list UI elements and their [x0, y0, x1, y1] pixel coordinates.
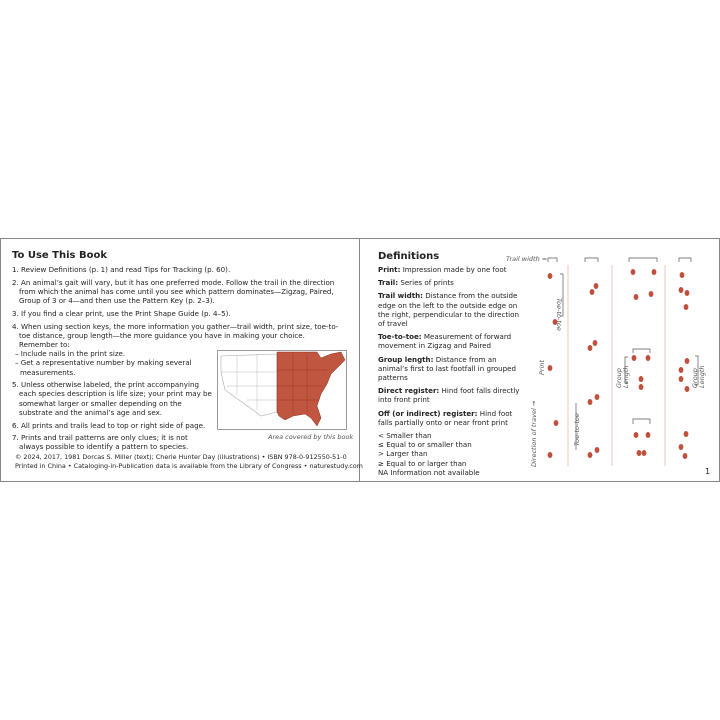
symbol-na: NA Information not available: [378, 467, 480, 477]
footprint-dot: [590, 289, 595, 295]
footprint-dot: [652, 269, 657, 275]
footprint-dot: [685, 358, 690, 364]
printing-line: Printed in China • Cataloging-in-Publication data is available from the Library of Congress • naturestudy.com: [15, 462, 363, 470]
footprint-dot: [679, 287, 684, 293]
symbol-lt: < Smaller than: [378, 431, 432, 441]
print-label: Print: [538, 359, 546, 375]
instruction-5: 5. Unless otherwise labeled, the print accompanying each species description is life size; your print may be somewhat larger or smaller depending on the substrate and the animal’s age and sex.: [12, 380, 212, 417]
footprint-dot: [646, 355, 651, 361]
footprint-dot: [680, 272, 685, 278]
toe-to-toe-label-1: Toe-to-toe: [555, 298, 563, 331]
footprint-dot: [642, 450, 647, 456]
footprint-dot: [632, 355, 637, 361]
footprint-dot: [595, 447, 600, 453]
instruction-1: 1. Review Definitions (p. 1) and read Tips for Tracking (p. 60).: [12, 265, 231, 274]
footprint-dot: [639, 384, 644, 390]
footprint-dot: [685, 386, 690, 392]
footprint-dot: [593, 340, 598, 346]
footprint-dot: [679, 376, 684, 382]
instruction-2: 2. An animal’s gait will vary, but it has one preferred mode. Follow the trail in the direction from which the animal has come until you see which pattern dominates—Zigzag, Paired, Group of 3 or 4—and then use the Pattern Key (p. 2–3).: [12, 277, 335, 306]
left-title: To Use This Book: [12, 250, 107, 261]
subitem-2: – Get a representative number by making several measurements.: [15, 358, 192, 377]
def-print: Print: Impression made by one foot: [378, 265, 507, 274]
def-toe-to-toe: Toe-to-toe: Measurement of forward movement in Zigzag and Paired: [378, 332, 512, 351]
def-direct-register: Direct register: Hind foot falls directly into front print: [378, 386, 520, 405]
footprint-dot: [637, 450, 642, 456]
map-caption: Area covered by this book: [268, 433, 354, 441]
footprint-dot: [646, 432, 651, 438]
instruction-7: 7. Prints and trail patterns are only clues; it is not always possible to identify a pattern to species.: [12, 433, 189, 452]
symbol-gt: > Larger than: [378, 449, 428, 459]
def-trail-width: Trail width: Distance from the outside edge on the left to the outside edge on the right, perpendicular to the direction of travel: [378, 291, 519, 329]
footprint-dot: [588, 399, 593, 405]
footprint-dot: [595, 394, 600, 400]
footprint-dot: [634, 294, 639, 300]
subitem-1: – Include nails in the print size.: [15, 349, 126, 359]
def-group-length: Group length: Distance from an animal’s first to last footfall in grouped patterns: [378, 354, 516, 383]
footprint-dot: [588, 452, 593, 458]
footprint-dot: [548, 273, 553, 279]
footprint-dot: [679, 444, 684, 450]
footprint-dot: [631, 269, 636, 275]
instruction-3: 3. If you find a clear print, use the Print Shape Guide (p. 4–5).: [12, 308, 231, 318]
footprint-dot: [679, 367, 684, 373]
footprint-dot: [588, 345, 593, 351]
footprint-dot: [634, 432, 639, 438]
instruction-6: 6. All prints and trails lead to top or right side of page.: [12, 420, 206, 430]
footprint-dot: [649, 291, 654, 297]
footprint-dot: [548, 365, 553, 371]
footprint-dot: [639, 376, 644, 382]
def-off-register: Off (or indirect) register: Hind foot falls partially onto or near front print: [378, 408, 513, 427]
footprint-dot: [684, 304, 689, 310]
symbol-ge: ≥ Equal to or larger than: [378, 458, 467, 468]
footprint-dot: [594, 283, 599, 289]
footprint-dot: [554, 420, 559, 426]
trail-width-label: Trail width =: [506, 255, 548, 263]
group-length-label-2: Group Length: [691, 365, 706, 388]
def-trail: Trail: Series of prints: [378, 278, 454, 288]
instruction-4: 4. When using section keys, the more information you gather—trail width, print size, toe-to-toe distance, group length—the more guidance you have in making your choice. Remember to:: [12, 321, 339, 349]
footprint-dot: [685, 290, 690, 296]
trail-width-brackets: [548, 258, 698, 450]
toe-to-toe-label-2: Toe-to-toe: [573, 413, 581, 446]
footprint-dot: [683, 453, 688, 459]
copyright-line: © 2024, 2017, 1981 Dorcas S. Miller (text); Cherie Hunter Day (illustrations) • ISBN 978-0-912550-51-0: [15, 453, 347, 461]
direction-of-travel-label: Direction of travel ➞: [530, 400, 538, 467]
footprint-dot: [548, 452, 553, 458]
page-number: 1: [705, 467, 711, 476]
definitions-title: Definitions: [378, 251, 440, 262]
footprint-dot: [684, 431, 689, 437]
group-length-label-1: Group Length: [615, 365, 630, 388]
symbol-le: ≤ Equal to or smaller than: [378, 440, 472, 450]
